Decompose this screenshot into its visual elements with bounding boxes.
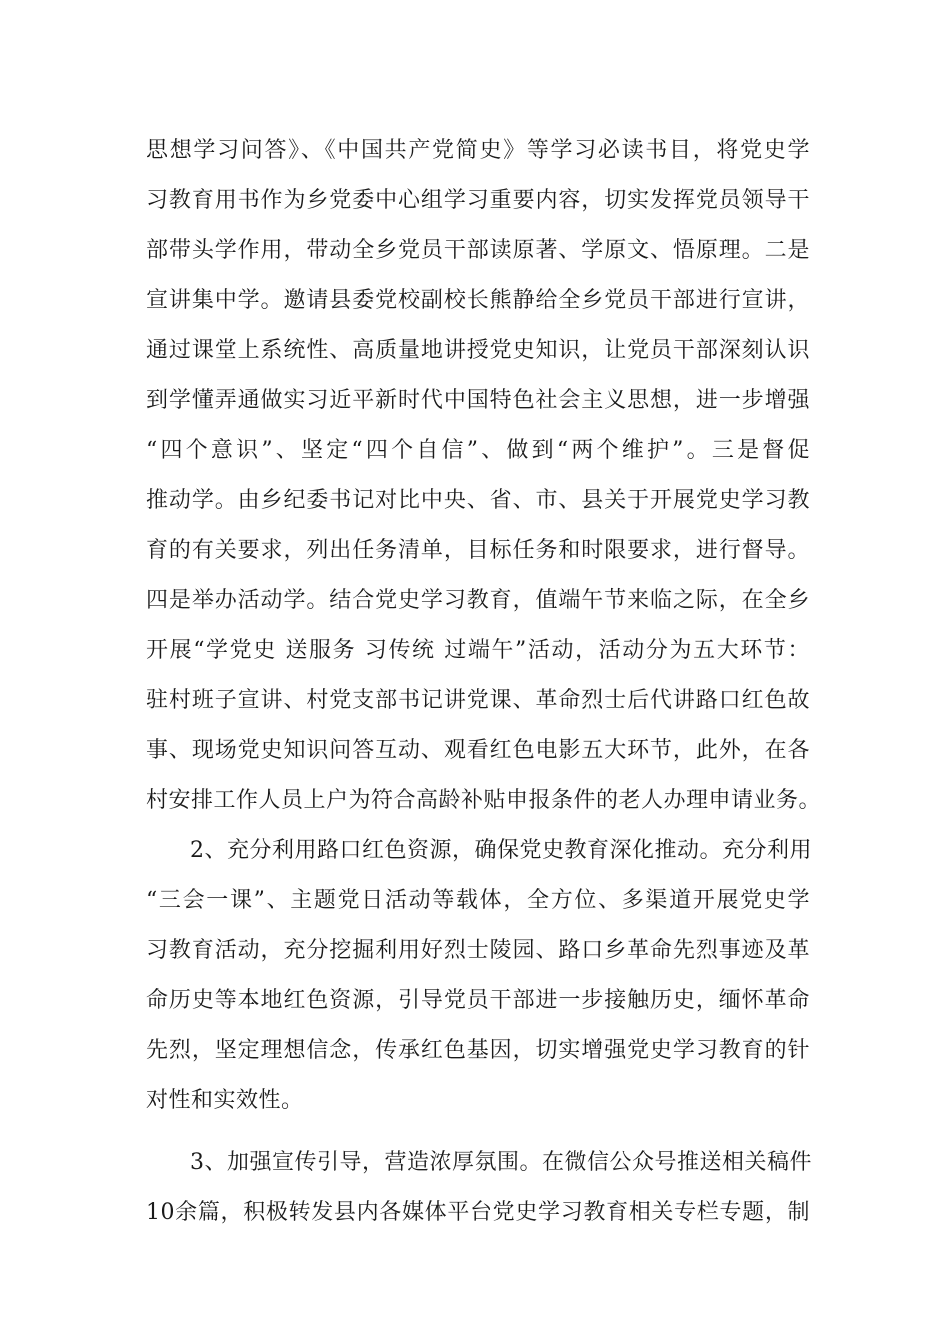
text-line: 驻村班子宣讲、村党支部书记讲党课、革命烈士后代讲路口红色故 bbox=[146, 688, 810, 713]
text-line: 四是举办活动学。结合党史学习教育，值端午节来临之际，在全乡 bbox=[146, 588, 810, 613]
text-line: 通过课堂上系统性、高质量地讲授党史知识，让党员干部深刻认识 bbox=[146, 338, 810, 363]
text-line: 习教育活动，充分挖掘利用好烈士陵园、路口乡革命先烈事迹及革 bbox=[146, 938, 810, 963]
text-line: 到学懂弄通做实习近平新时代中国特色社会主义思想，进一步增强 bbox=[146, 388, 810, 413]
text-line: 10余篇，积极转发县内各媒体平台党史学习教育相关专栏专题，制 bbox=[146, 1200, 810, 1225]
paragraph-gap bbox=[146, 1126, 810, 1138]
paragraph-3 bbox=[146, 1138, 810, 1238]
text-line: 宣讲集中学。邀请县委党校副校长熊静给全乡党员干部进行宣讲， bbox=[146, 288, 810, 313]
text-line: 思想学习问答》、《中国共产党简史》等学习必读书目，将党史学 bbox=[146, 138, 810, 163]
paragraph-2 bbox=[146, 826, 810, 1126]
paragraph-1 bbox=[146, 126, 822, 826]
text-line: “三会一课”、主题党日活动等载体，全方位、多渠道开展党史学 bbox=[146, 888, 810, 913]
text-line: 对性和实效性。 bbox=[146, 1088, 304, 1113]
text-line: 习教育用书作为乡党委中心组学习重要内容，切实发挥党员领导干 bbox=[146, 188, 810, 213]
text-line: “四个意识”、坚定“四个自信”、做到“两个维护”。三是督促 bbox=[146, 438, 810, 463]
text-line: 推动学。由乡纪委书记对比中央、省、市、县关于开展党史学习教 bbox=[146, 488, 810, 513]
text-line: 事、现场党史知识问答互动、观看红色电影五大环节，此外，在各 bbox=[146, 738, 810, 763]
text-line: 育的有关要求，列出任务清单，目标任务和时限要求，进行督导。 bbox=[146, 538, 810, 563]
text-line: 开展“学党史 送服务 习传统 过端午”活动，活动分为五大环节： bbox=[146, 638, 810, 663]
body-text bbox=[146, 126, 822, 1238]
text-line: 部带头学作用，带动全乡党员干部读原著、学原文、悟原理。二是 bbox=[146, 238, 810, 263]
text-line: 2、充分利用路口红色资源，确保党史教育深化推动。充分利用 bbox=[190, 838, 812, 863]
text-line: 3、加强宣传引导，营造浓厚氛围。在微信公众号推送相关稿件 bbox=[190, 1150, 812, 1175]
text-line: 先烈，坚定理想信念，传承红色基因，切实增强党史学习教育的针 bbox=[146, 1038, 810, 1063]
text-line: 村安排工作人员上户为符合高龄补贴申报条件的老人办理申请业务。 bbox=[146, 788, 822, 813]
text-line: 命历史等本地红色资源，引导党员干部进一步接触历史，缅怀革命 bbox=[146, 988, 810, 1013]
